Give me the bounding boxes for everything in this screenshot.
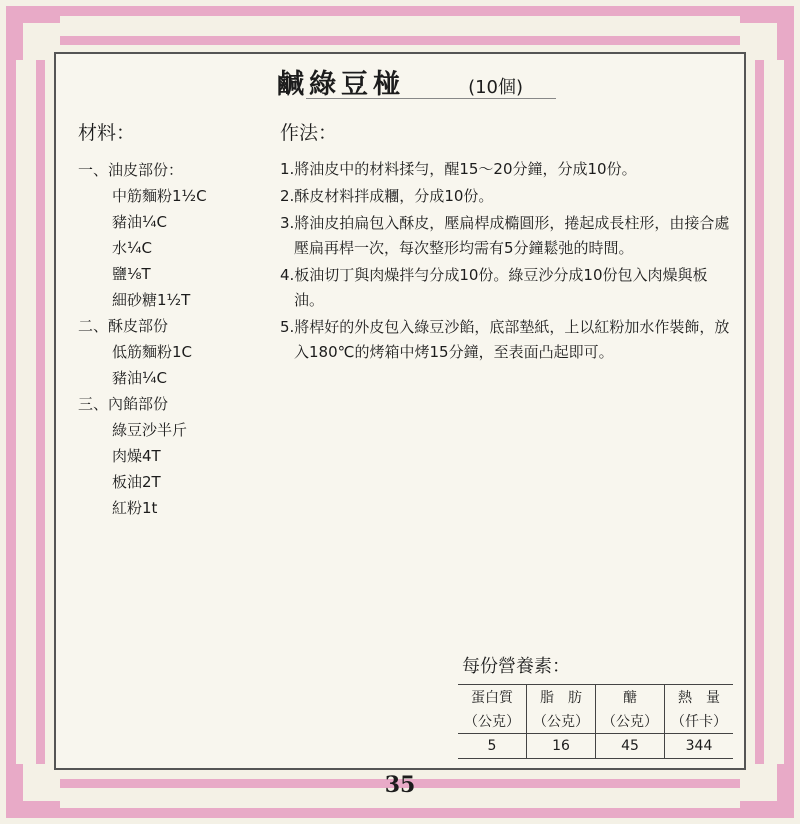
ingredient-item: 肉燥4T: [112, 447, 161, 465]
nutrition-units-row: [458, 709, 733, 734]
border-corner-bottom-right: [740, 764, 786, 810]
recipe-page: [54, 52, 746, 798]
ingredient-item: 豬油¼C: [112, 369, 168, 387]
nutrition-table: [458, 684, 733, 759]
method-step: 5.將桿好的外皮包入綠豆沙餡，底部墊紙，上以紅粉加水作裝飾，放入180℃的烤箱中烤15分鐘，至表面凸起即可。: [280, 318, 730, 361]
title-underline: [306, 98, 556, 99]
nutrition-unit-cell: （公克）: [458, 709, 527, 734]
ingredient-item: 鹽⅛T: [112, 265, 151, 283]
nutrition-unit-cell: （公克）: [596, 709, 665, 734]
section-title: 三、內餡部份: [78, 395, 169, 413]
section-title: 二、酥皮部份: [78, 317, 169, 335]
recipe-yield: (10個): [468, 77, 524, 98]
ingredient-section: [78, 313, 268, 391]
ingredient-item: 紅粉1t: [112, 499, 158, 517]
method-step: 2.酥皮材料拌成糰，分成10份。: [280, 187, 494, 205]
ingredient-item: 板油2T: [112, 473, 161, 491]
nutrition-heading: 每份營養素：: [462, 656, 570, 677]
nutrition-header-cell: 熱 量: [665, 685, 734, 710]
method-column: [280, 118, 730, 367]
nutrition-header-row: [458, 685, 733, 710]
nutrition-unit-cell: （公克）: [527, 709, 596, 734]
method-heading: 作法：: [280, 122, 338, 144]
nutrition-value-cell: 344: [665, 734, 734, 759]
ingredient-item: 中筋麵粉1½C: [112, 187, 207, 205]
title-row: [56, 62, 744, 101]
nutrition-header-cell: 蛋白質: [458, 685, 527, 710]
nutrition-header-cell: 醣: [596, 685, 665, 710]
method-step: 4.板油切丁與肉燥拌勻分成10份。綠豆沙分成10份包入肉燥與板油。: [280, 266, 708, 309]
nutrition-value-cell: 16: [527, 734, 596, 759]
nutrition-unit-cell: （仟卡）: [665, 709, 734, 734]
ingredient-item: 豬油¼C: [112, 213, 168, 231]
method-step: 1.將油皮中的材料揉勻，醒15～20分鐘，分成10份。: [280, 160, 637, 178]
section-title: 一、油皮部份：: [78, 161, 184, 179]
ingredients-heading: 材料：: [78, 122, 136, 144]
ingredient-item: 綠豆沙半斤: [112, 421, 188, 439]
ingredient-item: 細砂糖1½T: [112, 291, 191, 309]
border-corner-top-right: [740, 14, 786, 60]
method-step: 3.將油皮拍扁包入酥皮，壓扁桿成橢圓形，捲起成長柱形，由接合處壓扁再桿一次，每次整形均需有5分鐘鬆弛的時間。: [280, 214, 730, 257]
recipe-title: 鹹綠豆椪: [276, 69, 405, 100]
page-number: 35: [384, 772, 416, 798]
nutrition-value-cell: 5: [458, 734, 527, 759]
ingredient-section: [78, 391, 268, 521]
ingredients-column: [78, 118, 268, 521]
ingredient-section: [78, 157, 268, 313]
nutrition-value-cell: 45: [596, 734, 665, 759]
nutrition-values-row: [458, 734, 733, 759]
nutrition-box: [458, 652, 733, 759]
ingredient-item: 低筋麵粉1C: [112, 343, 193, 361]
border-corner-bottom-left: [14, 764, 60, 810]
nutrition-header-cell: 脂 肪: [527, 685, 596, 710]
ingredient-item: 水¼C: [112, 239, 153, 257]
